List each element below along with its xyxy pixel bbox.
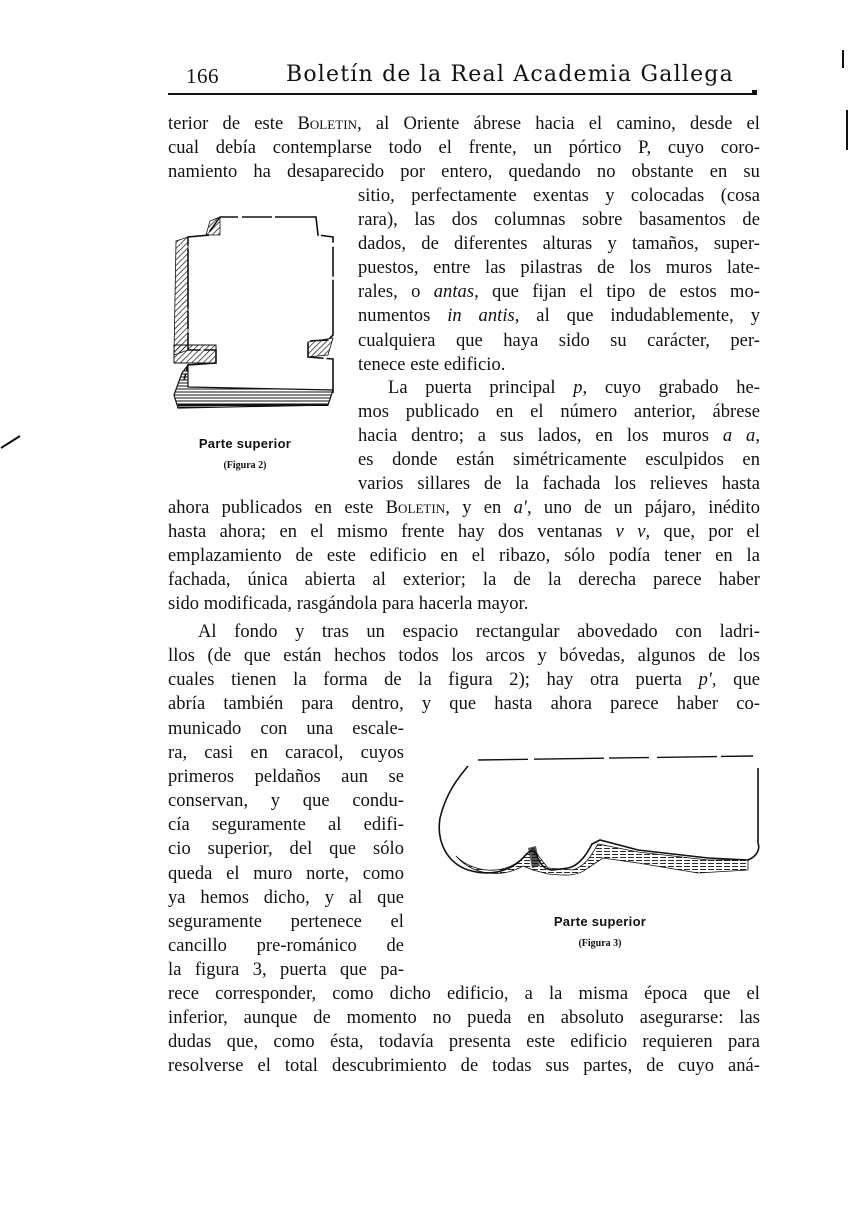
text-line: La puerta principal p, cuyo grabado he- [388, 378, 760, 398]
text-line: cancillo pre-románico de [168, 935, 404, 956]
text-line: municado con una escale- [168, 719, 404, 739]
text-line: queda el muro norte, como [168, 863, 404, 884]
text-line: puestos, entre las pilastras de los muros late- [358, 258, 760, 279]
text-line: hasta ahora; en el mismo frente hay dos ventanas v v, que, por el [168, 522, 760, 543]
paragraph-3-wrap [168, 717, 404, 982]
header-rule-dot [752, 90, 757, 95]
figure-2-caption: Parte superior [198, 436, 292, 451]
text-line: es donde están simétricamente esculpidos en [358, 450, 760, 471]
paragraph-3-end [168, 982, 760, 1078]
margin-scan-mark [846, 110, 848, 150]
text-line: ra, casi en caracol, cuyos [168, 743, 404, 764]
figure-3-label: (Figura 3) [578, 938, 622, 949]
text-line: abría también para dentro, y que hasta ahora parece haber co- [168, 694, 760, 715]
margin-scan-mark [842, 50, 844, 68]
text-line: ahora publicados en este Boletin, y en a', uno de un pájaro, inédito [168, 498, 760, 518]
text-line: cuales tienen la forma de la figura 2); hay otra puerta p', que [168, 670, 761, 691]
text-line: rales, o antas, que fijan el tipo de estos mo- [358, 282, 760, 303]
text-line: rara), las dos columnas sobre basamentos de [358, 210, 760, 231]
text-line: mos publicado en el número anterior, ábrese [358, 402, 760, 423]
text-line: namiento ha desaparecido por entero, quedando no obstante en su [168, 162, 760, 183]
paragraph-3-full [168, 620, 760, 716]
text-line: ya hemos dicho, y al que [168, 887, 404, 908]
text-line: hacia dentro; a sus lados, en los muros a a, [358, 426, 761, 447]
paragraph-2-full [168, 496, 760, 616]
paragraph-2-wrap [358, 376, 760, 496]
text-line: primeros peldaños aun se [168, 767, 404, 788]
text-line: cio superior, del que sólo [168, 839, 404, 860]
text-line: varios sillares de la fachada los relieves hasta [358, 474, 760, 495]
page-number: 166 [186, 64, 219, 88]
text-line: cualquiera que haya sido su carácter, per- [358, 330, 760, 351]
scan-stroke-mark [0, 430, 24, 450]
text-line: sitio, perfectamente exentas y colocadas (cosa [358, 186, 760, 206]
text-line: sido modificada, rasgándola para hacerla mayor. [168, 594, 529, 615]
text-line: llos (de que están hechos todos los arcos y bóvedas, algunos de los [168, 646, 760, 667]
text-line: tenece este edificio. [358, 354, 506, 375]
journal-title: Boletín de la Real Academia Gallega [286, 62, 734, 87]
text-line: inferior, aunque de momento no pueda en absoluto asegurarse: las [168, 1008, 760, 1029]
text-line: fachada, única abierta al exterior; la de la derecha parece haber [168, 570, 760, 591]
figure-2-vault-drawing [168, 205, 348, 415]
figure-3-caption: Parte superior [553, 914, 647, 929]
text-line: resolverse el total descubrimiento de todas sus partes, de cuyo aná- [168, 1056, 760, 1077]
running-head [168, 62, 758, 92]
paragraph-1-lines [168, 112, 760, 184]
text-line: conservan, y que condu- [168, 791, 404, 812]
figure-3-corbel-drawing [428, 748, 768, 898]
text-line: la figura 3, puerta que pa- [168, 959, 404, 980]
header-rule [168, 93, 756, 95]
text-line: cual debía contemplarse todo el frente, un pórtico P, cuyo coro- [168, 138, 760, 159]
text-line: emplazamiento de este edificio en el ribazo, sólo podía tener en la [168, 546, 760, 567]
text-line: rece corresponder, como dicho edificio, a la misma época que el [168, 984, 760, 1004]
text-line: terior de este Boletin, al Oriente ábrese hacia el camino, desde el [168, 114, 760, 134]
text-line: cía seguramente al edifi- [168, 815, 404, 836]
text-line: Al fondo y tras un espacio rectangular abovedado con ladri- [198, 622, 760, 642]
figure-2-label: (Figura 2) [223, 460, 267, 471]
paragraph-1-wrap [358, 184, 760, 377]
text-line: seguramente pertenece el [168, 911, 404, 932]
text-line: numentos in antis, al que indudablemente, y [358, 306, 760, 327]
text-line: dados, de diferentes alturas y tamaños, super- [358, 234, 760, 255]
text-line: dudas que, como ésta, todavía presenta este edificio requieren para [168, 1032, 760, 1053]
